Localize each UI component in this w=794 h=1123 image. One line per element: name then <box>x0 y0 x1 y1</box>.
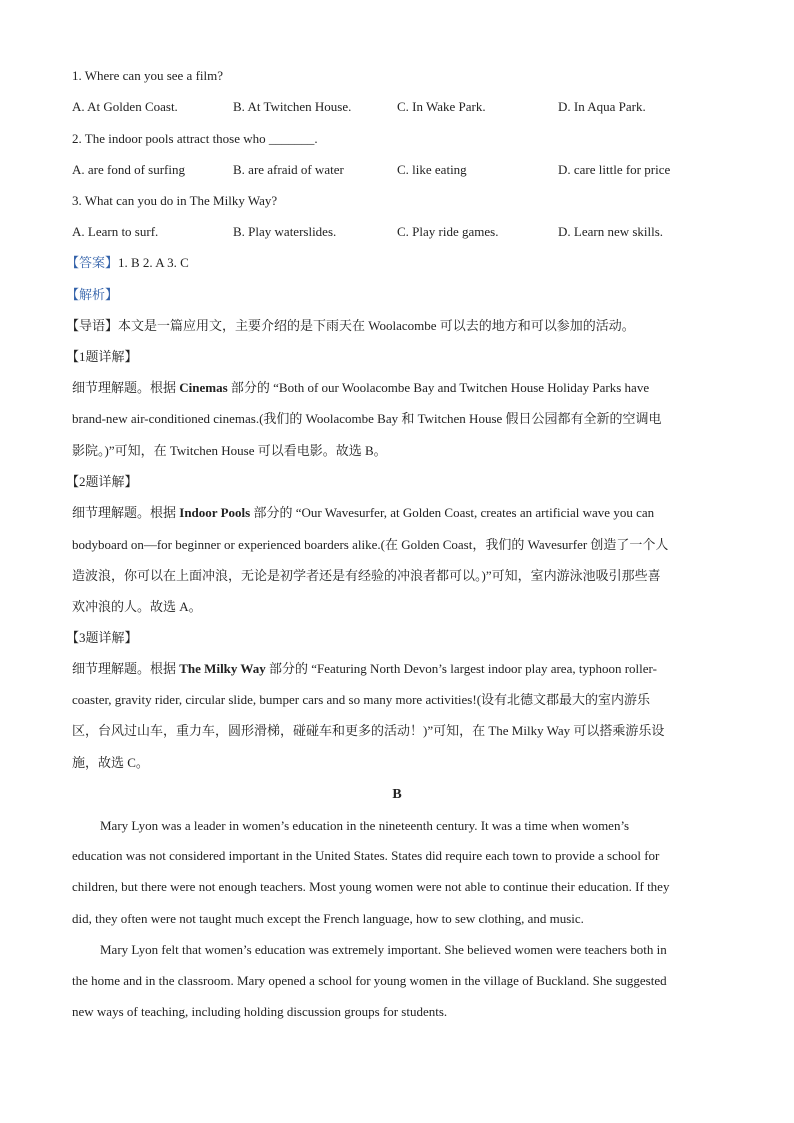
detail-2-line-4: 欢冲浪的人。故选 A。 <box>72 599 202 614</box>
passage-line: Mary Lyon felt that women’s education was extremely important. She believed women were teachers both in <box>100 942 667 957</box>
detail-2-header: 【2题详解】 <box>66 474 138 489</box>
detail-2-line-3: 造波浪，你可以在上面冲浪，无论是初学者还是有经验的冲浪者都可以。)”可知，室内游泳池吸引那些喜 <box>72 568 661 583</box>
intro-label: 【导语】 <box>66 318 119 333</box>
q2-option-d: D. care little for price <box>558 162 671 177</box>
detail-2-prefix: 细节理解题。根据 <box>72 505 180 520</box>
detail-1-line-1 <box>72 380 649 396</box>
q3-option-c: C. Play ride games. <box>397 224 499 239</box>
answer-text: 1. B 2. A 3. C <box>118 255 189 270</box>
detail-1-line-2: brand-new air-conditioned cinemas.(我们的 Woolacombe Bay 和 Twitchen House 假日公园都有全新的空调电 <box>72 411 662 426</box>
passage-line: children, but there were not enough teachers. Most young women were not able to continue their education. If they <box>72 879 670 894</box>
passage-line: Mary Lyon was a leader in women’s education in the nineteenth century. It was a time when women’s <box>100 818 630 833</box>
detail-3-line-1 <box>72 661 657 677</box>
detail-2-line-2: bodyboard on—for beginner or experienced boarders alike.(在 Golden Coast，我们的 Wavesurfer 创造了一个人 <box>72 537 669 552</box>
passage-line: new ways of teaching, including holding discussion groups for students. <box>72 1004 448 1019</box>
detail-1-prefix: 细节理解题。根据 <box>72 380 180 395</box>
detail-3-prefix: 细节理解题。根据 <box>72 661 180 676</box>
detail-2-section-name: Indoor Pools <box>179 505 251 520</box>
intro-text: 本文是一篇应用文，主要介绍的是下雨天在 Woolacombe 可以去的地方和可以参加的活动。 <box>118 318 635 333</box>
passage-line: the home and in the classroom. Mary opened a school for young women in the village of Buckland. She suggested <box>72 973 667 988</box>
q1-stem: 1. Where can you see a film? <box>72 68 223 83</box>
detail-2-line-1 <box>72 505 654 521</box>
analysis-label: 【解析】 <box>66 287 119 302</box>
q3-option-b: B. Play waterslides. <box>233 224 337 239</box>
intro-line <box>66 318 635 334</box>
detail-3-section-name: The Milky Way <box>179 661 266 676</box>
detail-3-line-3: 区，台风过山车，重力车，圆形滑梯，碰碰车和更多的活动！)”可知，在 The Milky Way 可以搭乘游乐设 <box>72 723 665 738</box>
detail-2-quote-start: 部分的 “Our Wavesurfer, at Golden Coast, creates an artificial wave you can <box>250 505 655 520</box>
answer-label: 【答案】 <box>66 255 119 270</box>
detail-3-line-2: coaster, gravity rider, circular slide, bumper cars and so many more activities!(设有北德文郡最大的室内游乐 <box>72 692 651 707</box>
q2-stem: 2. The indoor pools attract those who _______. <box>72 131 318 146</box>
q2-option-a: A. are fond of surfing <box>72 162 185 177</box>
q2-option-b: B. are afraid of water <box>233 162 344 177</box>
detail-1-section-name: Cinemas <box>179 380 228 395</box>
detail-3-quote-start: 部分的 “Featuring North Devon’s largest indoor play area, typhoon roller- <box>265 661 657 676</box>
q1-option-d: D. In Aqua Park. <box>558 99 646 114</box>
passage-line: did, they often were not taught much except the French language, how to sew clothing, and music. <box>72 911 584 926</box>
detail-1-quote-start: 部分的 “Both of our Woolacombe Bay and Twitchen House Holiday Parks have <box>227 380 650 395</box>
passage-line: education was not considered important in the United States. States did require each town to provide a school for <box>72 848 660 863</box>
detail-1-header: 【1题详解】 <box>66 349 138 364</box>
q1-option-b: B. At Twitchen House. <box>233 99 352 114</box>
q1-option-a: A. At Golden Coast. <box>72 99 178 114</box>
q3-stem: 3. What can you do in The Milky Way? <box>72 193 278 208</box>
detail-1-line-3: 影院。)”可知，在 Twitchen House 可以看电影。故选 B。 <box>72 443 387 458</box>
q2-option-c: C. like eating <box>397 162 467 177</box>
q3-option-d: D. Learn new skills. <box>558 224 664 239</box>
answer-line <box>66 255 189 271</box>
passage-title: B <box>392 787 402 802</box>
q1-option-c: C. In Wake Park. <box>397 99 486 114</box>
q3-option-a: A. Learn to surf. <box>72 224 159 239</box>
detail-3-line-4: 施，故选 C。 <box>72 755 149 770</box>
detail-3-header: 【3题详解】 <box>66 630 138 645</box>
